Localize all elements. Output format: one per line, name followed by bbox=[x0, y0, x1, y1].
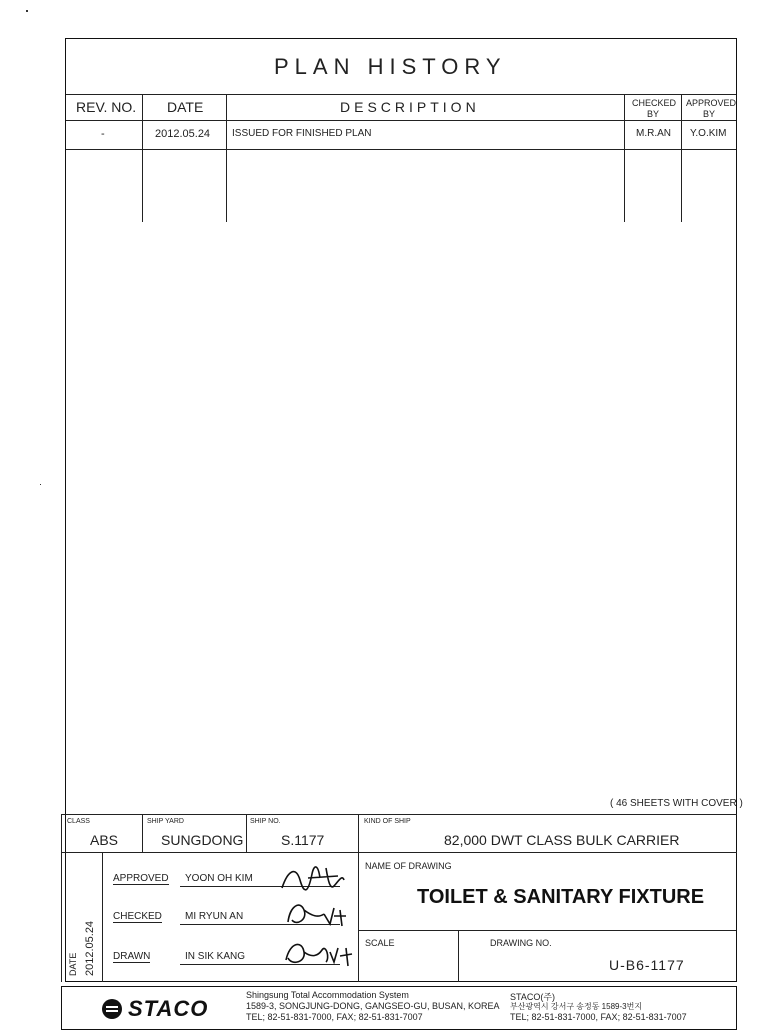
col-header-checked-by: BY bbox=[647, 109, 660, 119]
signature-approved bbox=[278, 860, 348, 896]
company-address: 1589-3, SONGJUNG-DONG, GANGSEO-GU, BUSAN, KOREA bbox=[246, 1001, 500, 1011]
title-block-line bbox=[61, 814, 62, 982]
row-checked-by: M.R.AN bbox=[636, 128, 671, 139]
title-block-line bbox=[458, 930, 459, 982]
title-block-line bbox=[61, 814, 737, 815]
title-block-line bbox=[61, 852, 737, 853]
company-name: Shingsung Total Accommodation System bbox=[246, 990, 409, 1000]
row-rev-no: - bbox=[101, 128, 105, 140]
table-line bbox=[142, 94, 143, 222]
drawing-no-label: DRAWING NO. bbox=[490, 938, 552, 948]
row-date: 2012.05.24 bbox=[155, 128, 211, 140]
row-description: ISSUED FOR FINISHED PLAN bbox=[232, 128, 372, 139]
company-phone-kr: TEL; 82-51-831-7000, FAX; 82-51-831-7007 bbox=[510, 1012, 687, 1022]
sheets-note: ( 46 SHEETS WITH COVER ) bbox=[610, 798, 743, 809]
col-header-approved-by: BY bbox=[703, 109, 716, 119]
table-line bbox=[681, 94, 682, 222]
title-block-line bbox=[358, 814, 359, 982]
date-value: 2012.05.24 bbox=[84, 920, 96, 976]
col-header-description: DESCRIPTION bbox=[340, 99, 480, 115]
approved-name: YOON OH KIM bbox=[185, 873, 253, 884]
drawn-label: DRAWN bbox=[113, 951, 151, 962]
shipyard-label: SHIP YARD bbox=[147, 818, 184, 825]
row-approved-by: Y.O.KIM bbox=[690, 128, 727, 139]
kind-of-ship-label: KIND OF SHIP bbox=[364, 818, 411, 825]
company-address-kr: 부산광역시 강서구 송정동 1589-3번지 bbox=[510, 1002, 643, 1011]
table-line bbox=[226, 94, 227, 222]
class-label: CLASS bbox=[67, 818, 90, 825]
date-label: DATE bbox=[68, 952, 78, 976]
drawn-name: IN SIK KANG bbox=[185, 951, 246, 962]
scale-label: SCALE bbox=[365, 938, 395, 948]
col-header-rev-no: REV. NO. bbox=[76, 99, 137, 115]
company-phone: TEL; 82-51-831-7000, FAX; 82-51-831-7007 bbox=[246, 1012, 423, 1022]
shipyard-value: SUNGDONG bbox=[161, 832, 244, 848]
shipno-label: SHIP NO. bbox=[250, 818, 281, 825]
company-name-kr: STACO(주) bbox=[510, 992, 556, 1002]
col-header-date: DATE bbox=[167, 99, 204, 115]
table-line bbox=[66, 149, 736, 150]
title-block-line bbox=[142, 814, 143, 852]
plan-history-title: PLAN HISTORY bbox=[274, 54, 507, 79]
title-block-line bbox=[358, 930, 736, 931]
class-value: ABS bbox=[90, 832, 119, 848]
signature-drawn bbox=[282, 936, 358, 972]
title-block-line bbox=[246, 814, 247, 852]
checked-name: MI RYUN AN bbox=[185, 911, 244, 922]
table-line bbox=[66, 94, 736, 95]
shipno-value: S.1177 bbox=[281, 832, 325, 848]
company-logo-text: STACO bbox=[128, 996, 209, 1021]
title-block-line bbox=[102, 852, 103, 982]
staco-logo-icon bbox=[100, 998, 124, 1020]
drawing-no-value: U-B6-1177 bbox=[609, 957, 685, 973]
approved-label: APPROVED bbox=[113, 873, 169, 884]
name-of-drawing-label: NAME OF DRAWING bbox=[365, 861, 452, 871]
col-header-checked: CHECKED bbox=[632, 98, 677, 108]
signature-checked bbox=[284, 896, 350, 932]
checked-label: CHECKED bbox=[113, 911, 162, 922]
scan-dot bbox=[40, 484, 41, 485]
kind-of-ship-value: 82,000 DWT CLASS BULK CARRIER bbox=[444, 832, 680, 848]
col-header-approved: APPROVED bbox=[686, 98, 737, 108]
scan-dot bbox=[26, 10, 28, 12]
drawing-title: TOILET & SANITARY FIXTURE bbox=[417, 886, 705, 908]
table-line bbox=[624, 94, 625, 222]
table-line bbox=[66, 120, 736, 121]
